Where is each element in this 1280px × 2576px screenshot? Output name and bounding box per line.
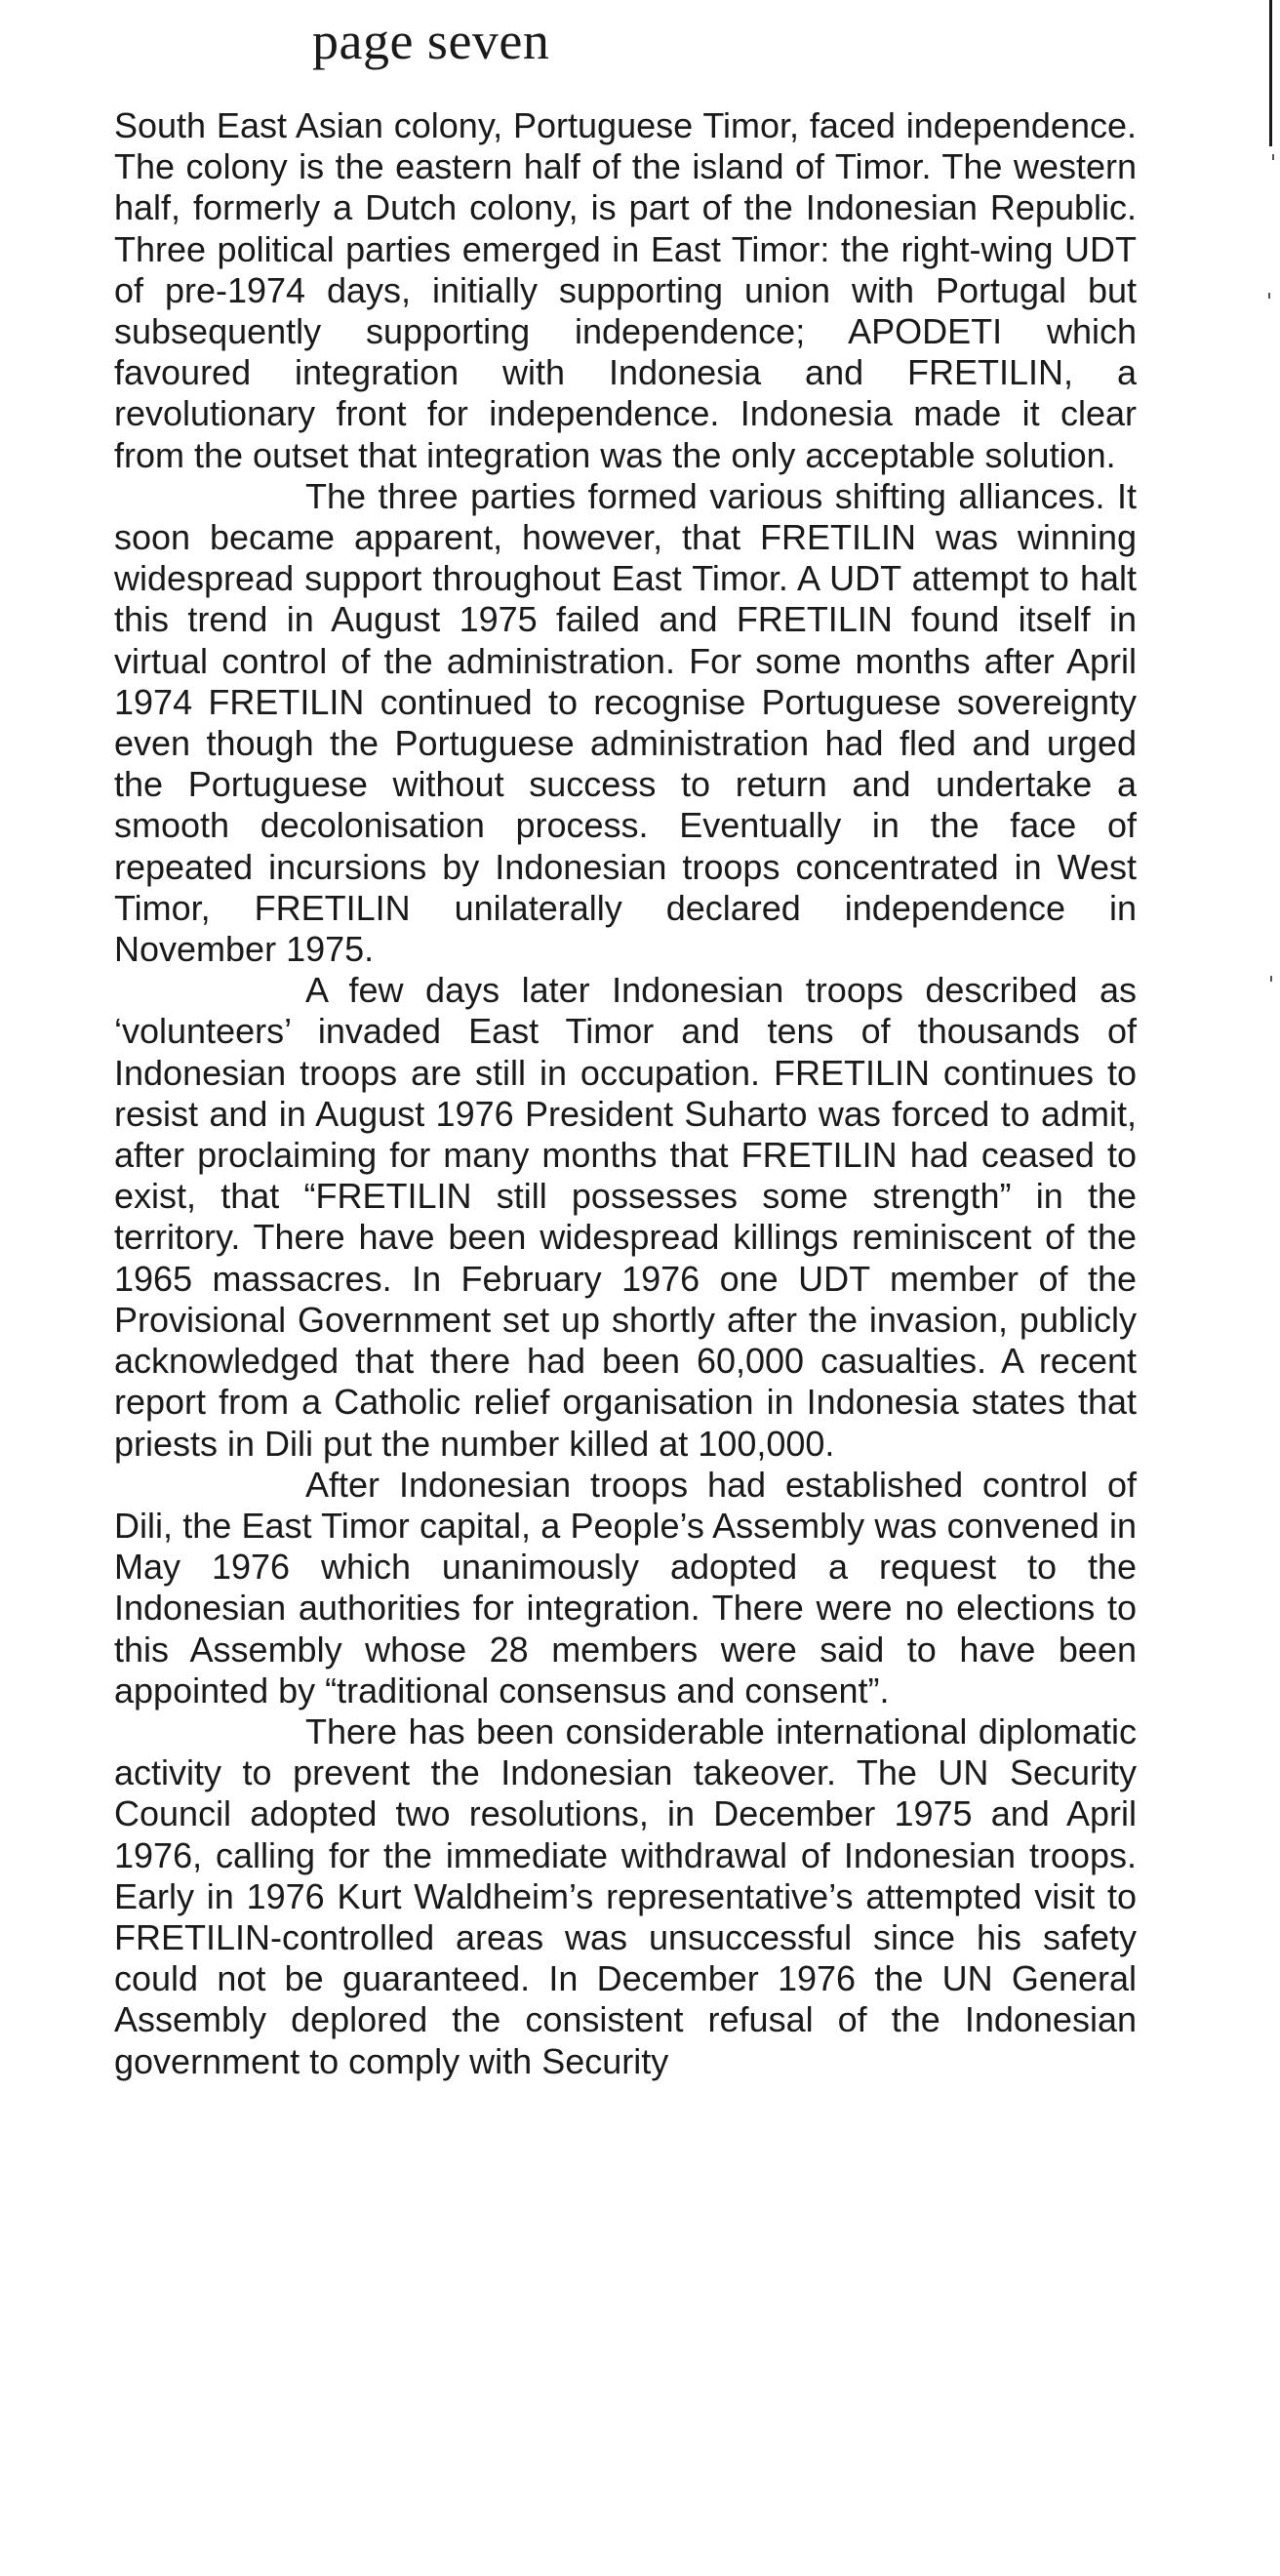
paragraph-5: There has been considerable international diplomatic activity to prevent the Indonesian takeover. The UN Security Council adopted two resolutions, in December 1975 and April 1976, calling for the immediate withdrawal of Indonesian troops. Early in 1976 Kurt Waldheim’s representative’s attempted visit to FRETILIN-controlled areas was unsuccessful since his safety could not be guaranteed. In December 1976 the UN General Assembly deplored the consistent refusal of the Indonesian government to comply with Security <box>114 1711 1137 2081</box>
paragraph-4: After Indonesian troops had established control of Dili, the East Timor capital, a People’s Assembly was convened in May 1976 which unanimously adopted a request to the Indonesian authorities for integration. There were no elections to this Assembly whose 28 members were said to have been appointed by “traditional consensus and consent”. <box>114 1464 1137 1711</box>
paragraph-3: A few days later Indonesian troops described as ‘volunteers’ invaded East Timor and tens of thousands of Indonesian troops are still in occupation. FRETILIN continues to resist and in August 1976 President Suharto was forced to admit, after proclaiming for many months that FRETILIN had ceased to exist, that “FRETILIN still possesses some strength” in the territory. There have been widespread killings reminiscent of the 1965 massacres. In February 1976 one UDT member of the Provisional Government set up shortly after the invasion, publicly acknowledged that there had been 60,000 casualties. A recent report from a Catholic relief organisation in Indonesia states that priests in Dili put the number killed at 100,000. <box>114 970 1137 1464</box>
scan-speck <box>1272 154 1274 160</box>
paragraph-1: South East Asian colony, Portuguese Timor, faced independence. The colony is the eastern half of the island of Timor. The western half, formerly a Dutch colony, is part of the Indonesian Republic. Three political parties emerged in East Timor: the right-wing UDT of pre-1974 days, initially supporting union with Portugal but subsequently supporting independence; APODETI which favoured integration with Indonesia and FRETILIN, a revolutionary front for independence. Indonesia made it clear from the outset that integration was the only acceptable solution. <box>114 105 1137 475</box>
page-title: page seven <box>312 12 550 70</box>
scan-edge-rule <box>1269 0 1272 146</box>
scan-speck <box>1270 976 1272 982</box>
article-body <box>114 105 1137 2082</box>
scan-speck <box>1268 293 1270 299</box>
paragraph-2: The three parties formed various shifting alliances. It soon became apparent, however, that FRETILIN was winning widespread support throughout East Timor. A UDT attempt to halt this trend in August 1975 failed and FRETILIN found itself in virtual control of the administration. For some months after April 1974 FRETILIN continued to recognise Portuguese sovereignty even though the Portuguese administration had fled and urged the Portuguese without success to return and undertake a smooth decolonisation process. Eventually in the face of repeated incursions by Indonesian troops concentrated in West Timor, FRETILIN unilaterally declared independence in November 1975. <box>114 475 1137 970</box>
